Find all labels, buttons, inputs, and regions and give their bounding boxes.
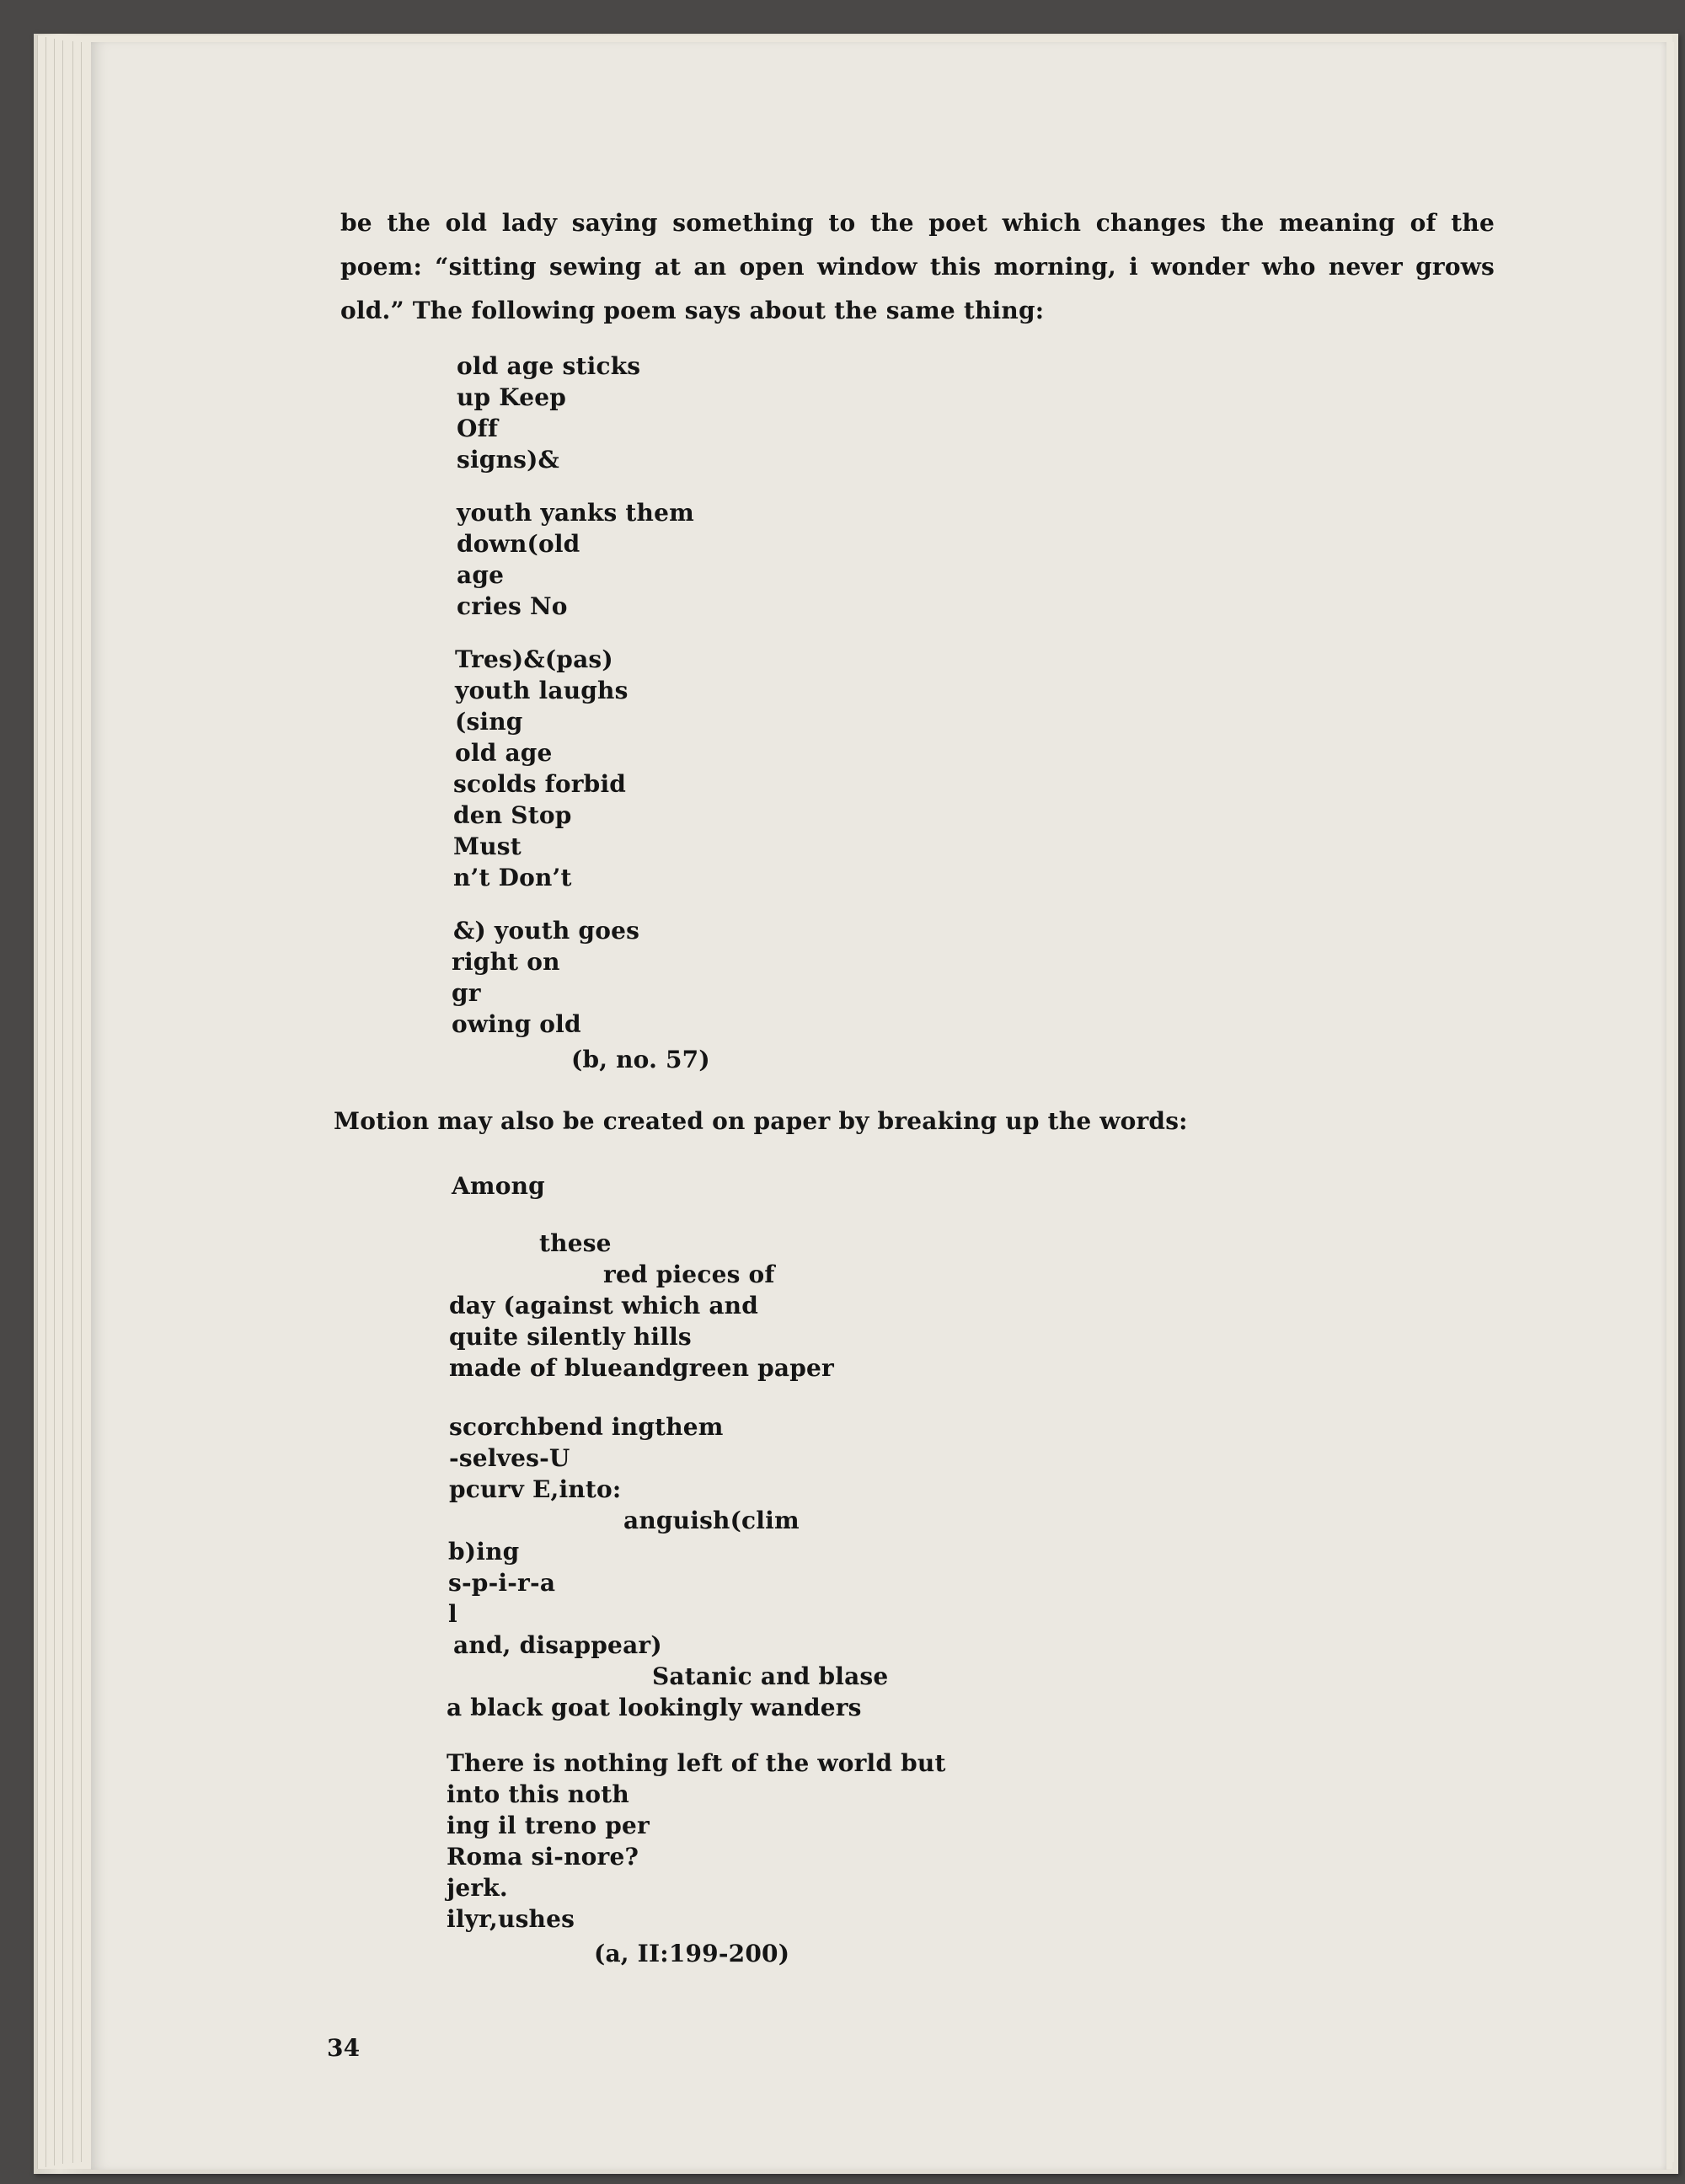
page-text xyxy=(91,42,1666,2170)
poem-line: old age sticks xyxy=(457,352,641,380)
poem-line: n’t Don’t xyxy=(453,864,572,891)
poem-line: b)ing xyxy=(448,1538,520,1566)
poem-line: scolds forbid xyxy=(453,770,627,798)
poem-line: Must xyxy=(453,832,522,860)
poem-line: up Keep xyxy=(457,383,567,411)
poem-line: s-p-i-r-a xyxy=(448,1569,556,1597)
poem-line: quite silently hills xyxy=(449,1323,692,1351)
poem-line: ing il treno per xyxy=(447,1812,650,1839)
poem-line: old age xyxy=(455,739,553,767)
poem-line: jerk. xyxy=(447,1874,508,1902)
poem-line: There is nothing left of the world but xyxy=(447,1749,946,1777)
poem-line: ilyr,ushes xyxy=(447,1905,575,1933)
poem-line: these xyxy=(539,1229,612,1257)
poem-line: cries No xyxy=(457,592,568,620)
poem-line: gr xyxy=(452,979,481,1007)
poem-line: day (against which and xyxy=(449,1292,759,1320)
poem-line: made of blueandgreen paper xyxy=(449,1354,834,1382)
poem-line: (sing xyxy=(455,708,523,736)
poem-line: anguish(clim xyxy=(623,1507,800,1534)
poem-line: den Stop xyxy=(453,801,572,829)
poem-citation: (b, no. 57) xyxy=(571,1046,710,1073)
poem-line: and, disappear) xyxy=(453,1631,662,1659)
poem-line: &) youth goes xyxy=(453,917,640,945)
poem-line: Among xyxy=(452,1172,545,1200)
poem-line: owing old xyxy=(452,1010,581,1038)
book-page xyxy=(91,42,1666,2170)
intro-paragraph: be the old lady saying something to the poet which changes the meaning of the poem: “sitting sewing at an open window this morning, i wonder who never grows old.” The following poem says about the same thing: xyxy=(340,209,1495,324)
poem-line: right on xyxy=(452,948,560,976)
poem-line: Satanic and blase xyxy=(652,1662,889,1690)
poem-line: scorchbend ingthem xyxy=(449,1413,724,1441)
poem-line: into this noth xyxy=(447,1780,629,1808)
poem-line: l xyxy=(448,1600,457,1628)
poem-line: Roma si-nore? xyxy=(447,1843,639,1871)
poem-line: pcurv E,into: xyxy=(449,1475,622,1503)
poem-line: Tres)&(pas) xyxy=(455,645,613,673)
poem-line: youth yanks them xyxy=(457,499,694,527)
poem-line: signs)& xyxy=(457,446,560,474)
page-number: 34 xyxy=(327,2034,361,2062)
poem-line: -selves-U xyxy=(449,1444,570,1472)
poem-line: youth laughs xyxy=(455,677,629,704)
poem-line: age xyxy=(457,561,505,589)
poem-citation: (a, II:199-200) xyxy=(594,1940,790,1967)
poem-line: down(old xyxy=(457,530,580,558)
poem-line: Off xyxy=(457,415,499,442)
motion-sentence: Motion may also be created on paper by breaking up the words: xyxy=(334,1107,1188,1135)
poem-line: a black goat lookingly wanders xyxy=(447,1694,862,1721)
poem-line: red pieces of xyxy=(603,1261,775,1288)
